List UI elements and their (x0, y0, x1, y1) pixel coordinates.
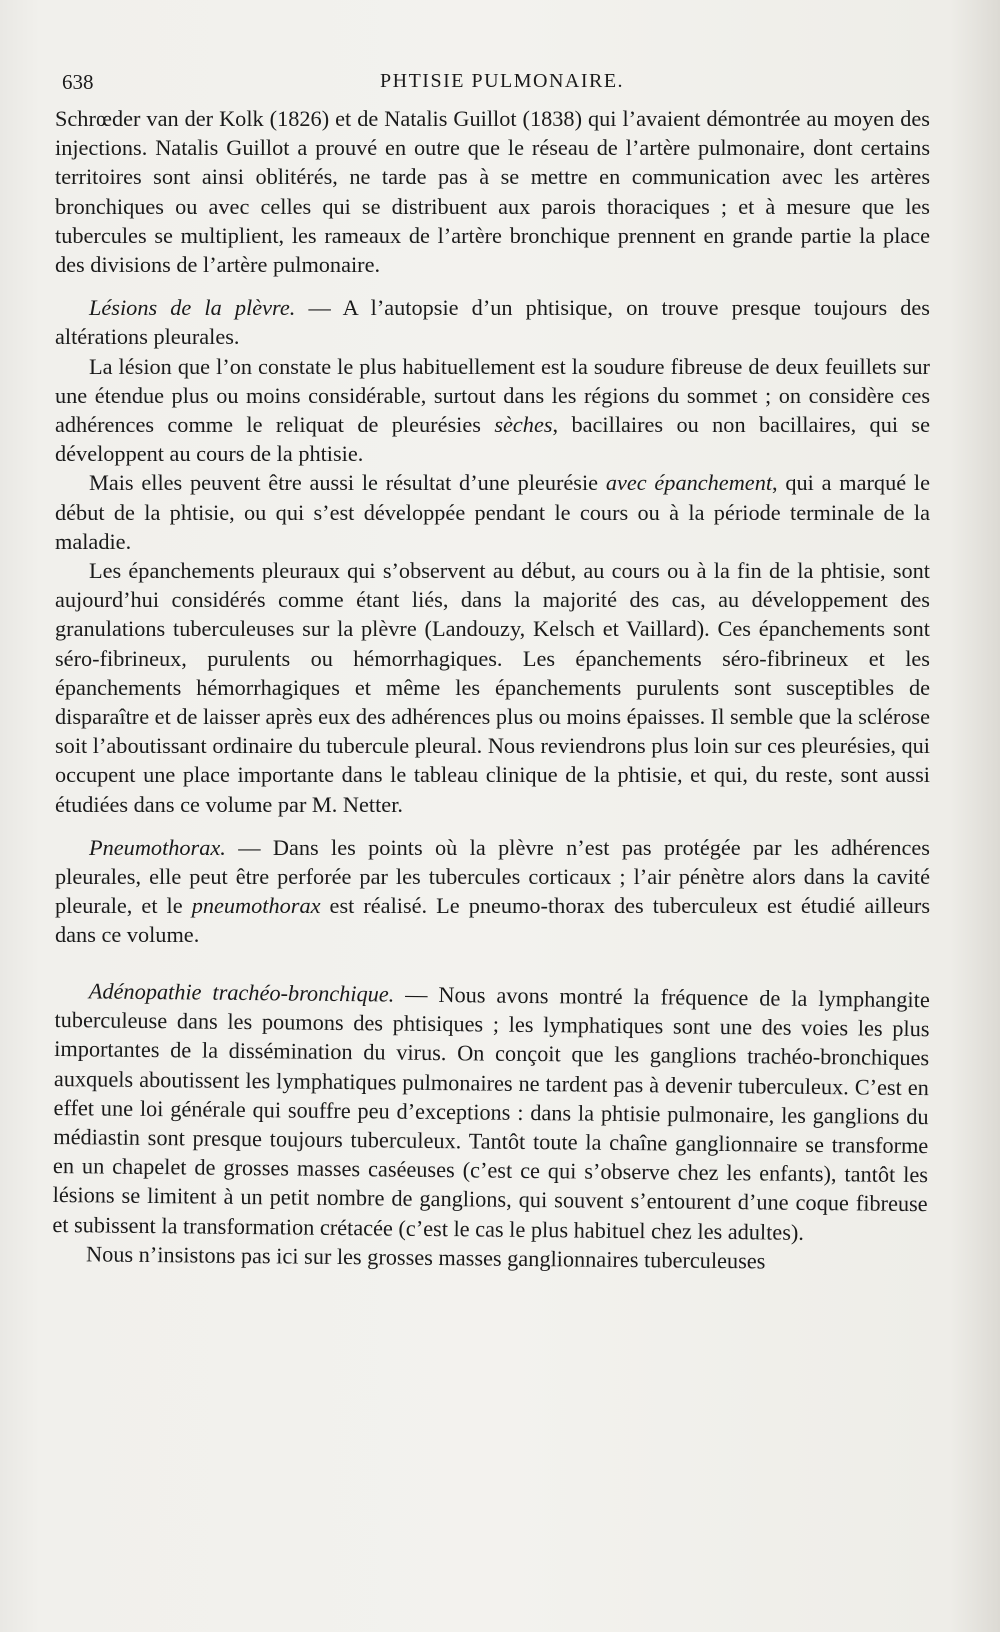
section-heading-pneumothorax: Pneumothorax. (89, 834, 226, 860)
paragraph-effusion-pleurisy: Mais elles peuvent être aussi le résultat d’une pleurésie avec épanchement, qui a marqué le début de la phtisie, ou qui s’est développée pendant le cours ou à la période terminale de la maladie. (55, 470, 930, 554)
paragraph-adenopathy: Adénopathie trachéo-bronchique. — Nous avons montré la fréquence de la lymphangite tuberculeuse dans les poumons des phtisiques ; les lymphatiques sont une des voies les plus importantes de la dissémination du virus. On conçoit que les ganglions trachéo-bronchiques auxquels aboutissent les lymphatiques pulmonaires ne tardent pas à devenir tuberculeux. C’est en effet une loi générale qui souffre peu d’exceptions : dans la phtisie pulmonaire, les ganglions du médiastin sont presque toujours tuberculeux. Tantôt toute la chaîne ganglionnaire se transforme en un chapelet de grosses masses caséeuses (c’est ce qui s’observe chez les enfants), tantôt les lésions se limitent à un petit nombre de ganglions, qui souvent s’entourent d’une coque fibreuse et subissent la transformation crétacée (c’est le cas le plus habituel chez les adultes). (52, 978, 930, 1245)
paragraph-pneumothorax: Pneumothorax. — Dans les points où la plèvre n’est pas protégée par les adhérences pleurales, elle peut être perforée par les tubercules corticaux ; l’air pénètre alors dans la cavité pleurale, et le pneumothorax est réalisé. Le pneumo-thorax des tuberculeux est étudié ailleurs dans ce volume. (55, 834, 930, 948)
running-title: PHTISIE PULMONAIRE. (380, 70, 625, 92)
section-heading-pleura: Lésions de la plèvre. (89, 295, 296, 321)
page-header (62, 70, 940, 100)
paragraph-pleura-lesions: Lésions de la plèvre. — A l’autopsie d’un phtisique, on trouve presque toujours des altérations pleurales. (55, 295, 930, 350)
paragraph-final-line: Nous n’insistons pas ici sur les grosses masses ganglionnaires tuberculeuses (85, 1240, 766, 1273)
paragraph-pleural-effusions: Les épanchements pleuraux qui s’observent au début, au cours ou à la fin de la phtisie, sont aujourd’hui considérés comme étant liés, dans la majorité des cas, au développement des granulations tuberculeuses sur la plèvre (Landouzy, Kelsch et Vaillard). Ces épanchements sont séro-fibrineux, purulents ou hémorrhagiques. Les épanchements séro-fibrineux et les épanchements hémorrhagiques et même les épanchements purulents sont susceptibles de disparaître et de laisser après eux des adhérences plus ou moins épaisses. Il semble que la sclérose soit l’aboutissant ordinaire du tubercule pleural. Nous reviendrons plus loin sur ces pleurésies, qui occupent une place importante dans le tableau clinique de la phtisie, et qui, du reste, sont aussi étudiées dans ce volume par M. Netter. (55, 558, 930, 817)
section-heading-adenopathy: Adénopathie trachéo-bronchique. (88, 978, 395, 1007)
warped-lower-block (52, 976, 930, 1277)
page-number: 638 (62, 70, 94, 94)
paragraph-continuation: Schrœder van der Kolk (1826) et de Natalis Guillot (1838) qui l’avaient démontrée au moyen des injections. Natalis Guillot a prouvé en outre que le réseau de l’artère pulmonaire, dont certains territoires sont ainsi oblitérés, ne tarde pas à se mettre en communication avec les artères bronchiques ou avec celles qui se distribuent aux parois thoraciques ; et à mesure que les tubercules se multiplient, les rameaux de l’artère bronchique prennent en grande partie la place des divisions de l’artère pulmonaire. (55, 106, 930, 278)
page-body (52, 104, 930, 1273)
paragraph-fibrous-adhesion: La lésion que l’on constate le plus habituellement est la soudure fibreuse de deux feuillets sur une étendue plus ou moins considérable, surtout dans les régions du sommet ; on considère ces adhérences comme le reliquat de pleurésies sèches, bacillaires ou non bacillaires, qui se développent au cours de la phtisie. (55, 353, 930, 467)
